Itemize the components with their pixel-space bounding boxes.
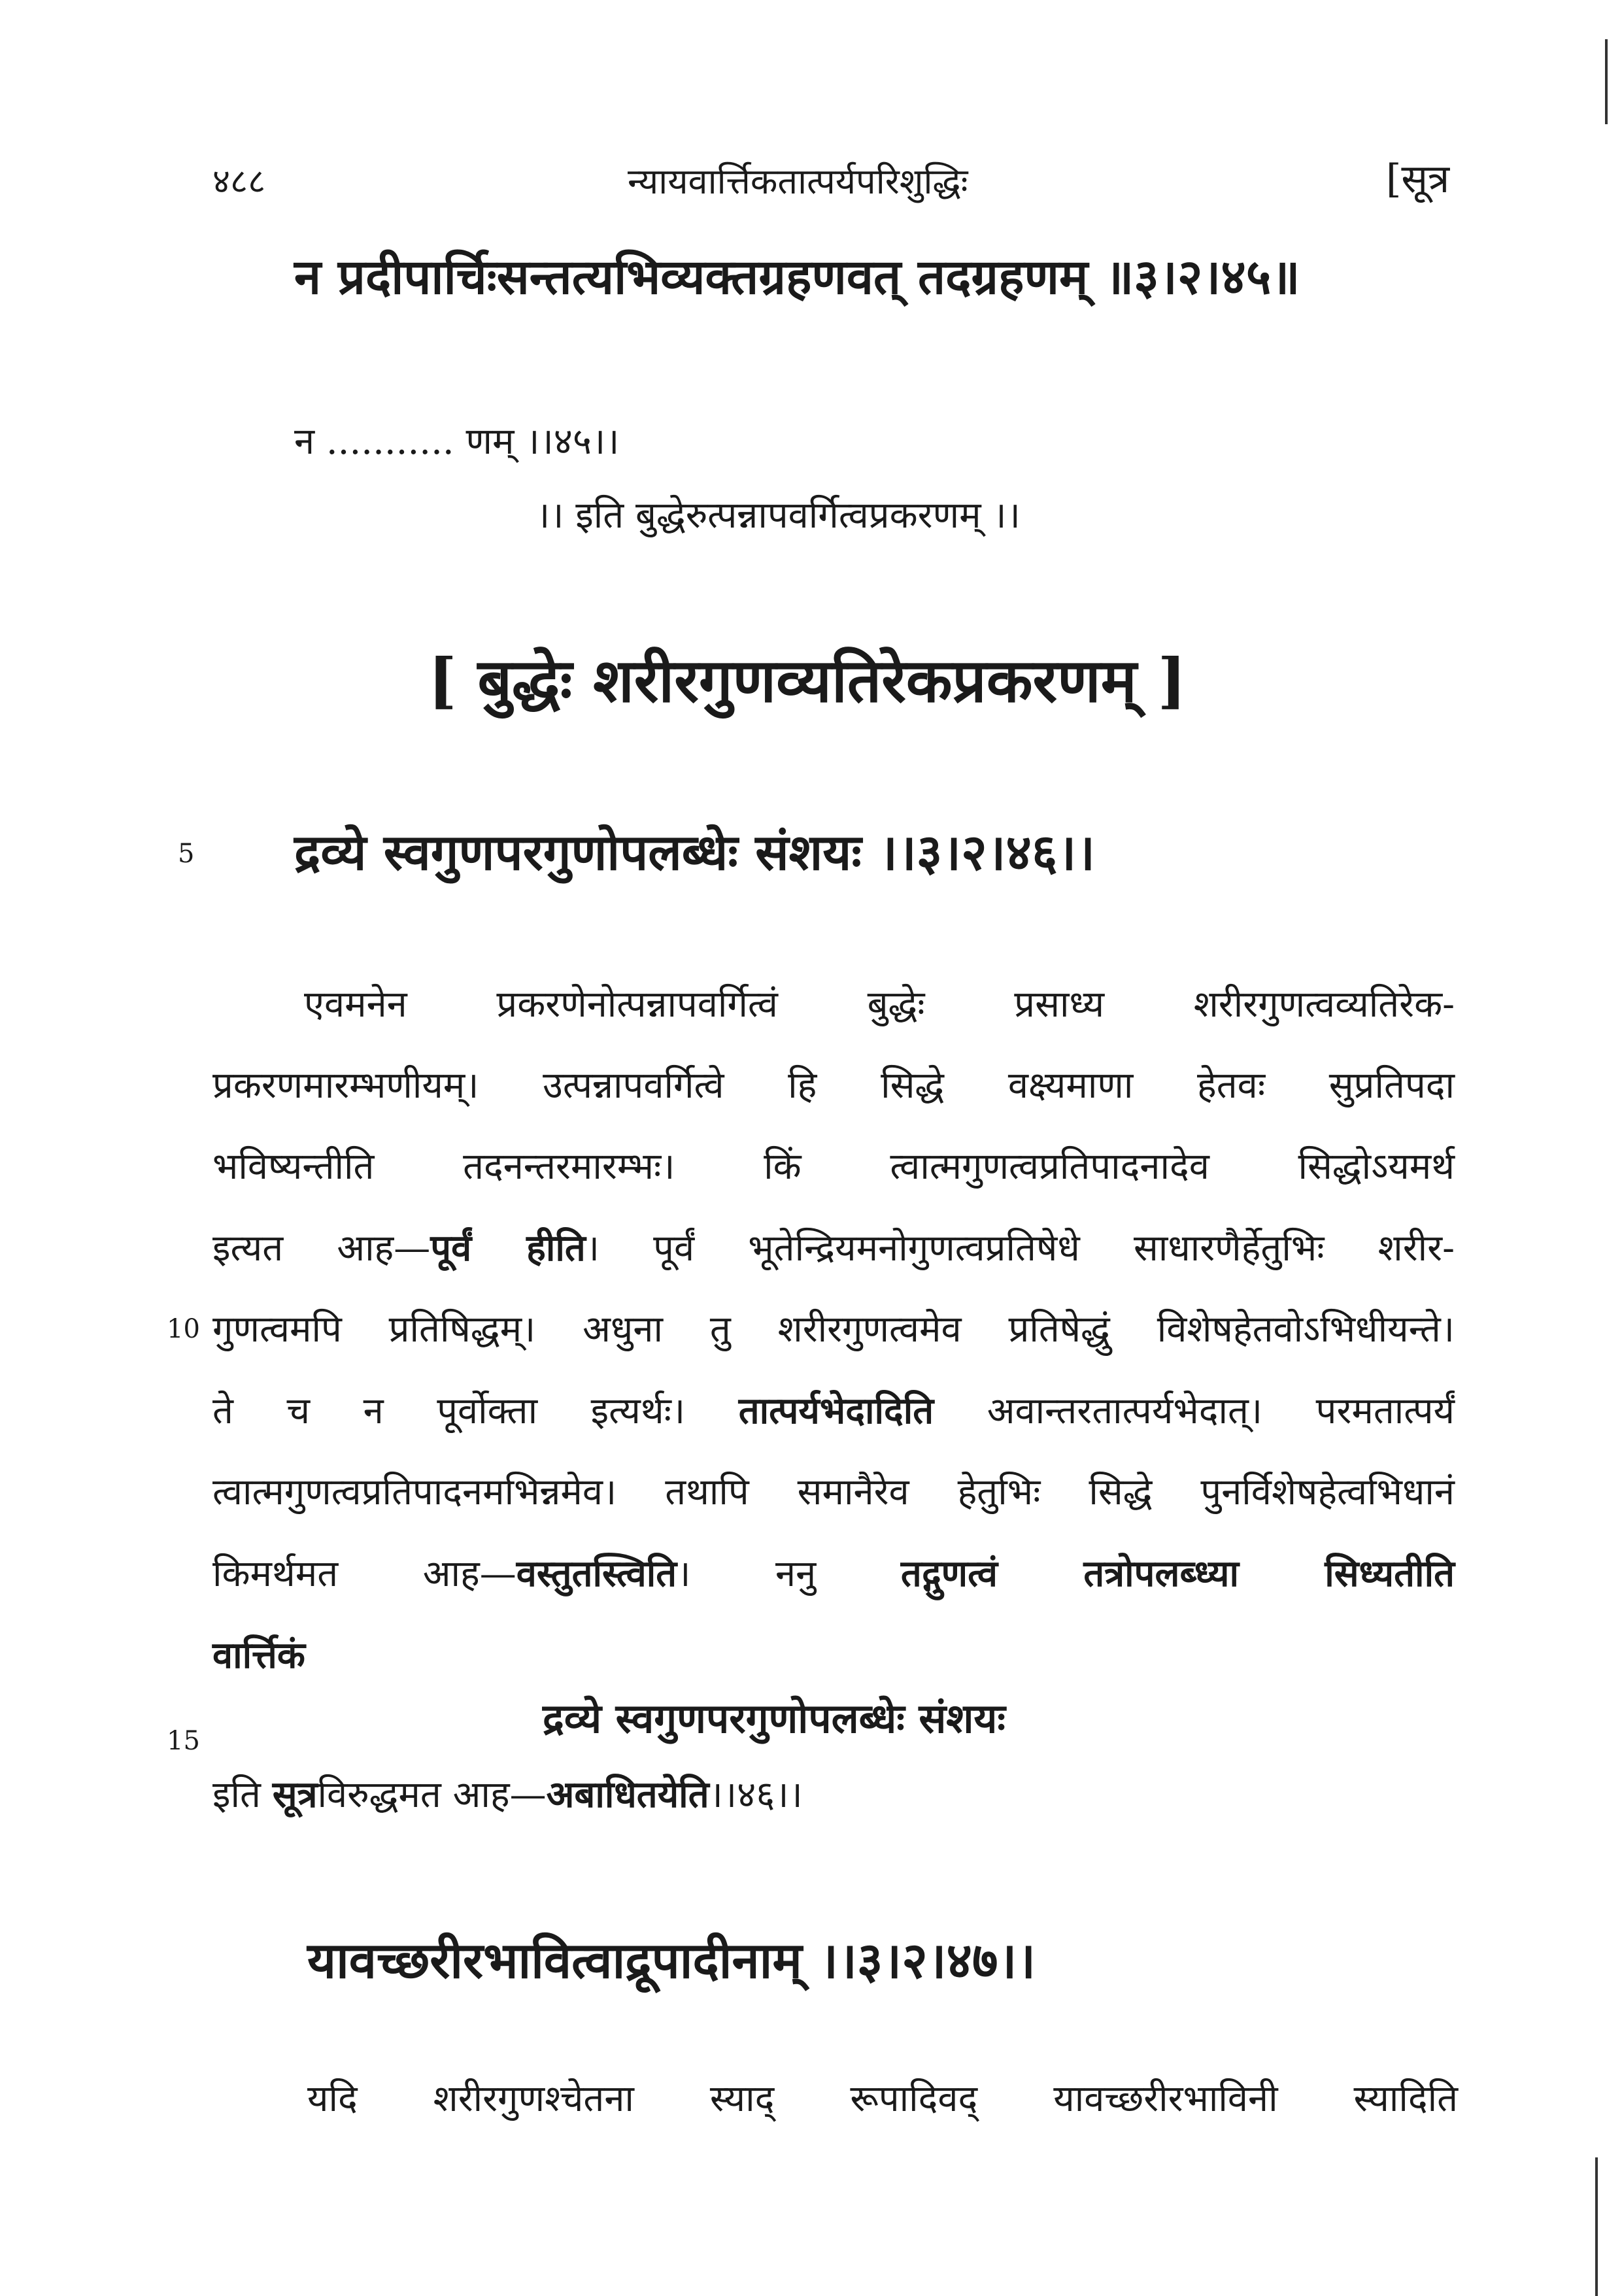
text-run: विरुद्धमत आह—	[317, 1774, 547, 1816]
page-number: ४८८	[212, 162, 266, 201]
line-number-10: 10	[167, 1314, 200, 1344]
text-run: इति	[212, 1774, 273, 1816]
scan-edge-mark	[1605, 39, 1608, 124]
paragraph-line	[212, 1533, 1455, 1615]
text-run: ते च न पूर्वोक्ता इत्यर्थः।	[212, 1390, 739, 1432]
iti-line	[212, 1768, 803, 1818]
bold-term: तद्गुणत्वं तत्रोपलब्ध्या सिध्यतीति	[900, 1552, 1455, 1595]
bold-term: अबाधितयेति	[546, 1773, 709, 1816]
text-run: अवान्तरतात्पर्यभेदात्। परमतात्पर्यं	[934, 1390, 1455, 1432]
paragraph-line	[212, 1615, 1455, 1697]
sutra-47: यावच्छरीरभावित्वाद्रूपादीनाम् ।।३।२।४७।।	[307, 1931, 1036, 1989]
text-run: किमर्थमत आह—	[212, 1553, 516, 1595]
bold-term: सूत्र	[272, 1773, 318, 1816]
last-line: यदि शरीरगुणश्चेतना स्याद् रूपादिवद् यावच्छरीरभाविनी स्यादिति	[307, 2078, 1458, 2120]
paragraph-line: त्वात्मगुणत्वप्रतिपादनमभिन्नमेव। तथापि समानैरेव हेतुभिः सिद्धे पुनर्विशेषहेत्वभिधानं	[212, 1471, 1455, 1513]
paragraph-line: भविष्यन्तीति तदनन्तरमारम्भः। किं त्वात्मगुणत्वप्रतिपादनादेव सिद्धोऽयमर्थ	[212, 1145, 1455, 1188]
paragraph-line	[212, 1370, 1455, 1452]
bold-term: पूर्वं हीति	[430, 1226, 586, 1270]
line-number-15: 15	[167, 1726, 200, 1756]
running-title: न्यायवार्त्तिकतात्पर्यपरिशुद्धिः	[628, 161, 968, 202]
scan-edge-mark	[1595, 2157, 1598, 2296]
prakarana-end: ।। इति बुद्धेरुत्पन्नापवर्गित्वप्रकरणम् ।।	[536, 494, 1021, 537]
line-number-5: 5	[178, 839, 195, 869]
text-run: । ननु	[677, 1553, 901, 1595]
bold-term: वार्त्तिकं	[212, 1634, 305, 1677]
paragraph-line	[212, 1207, 1455, 1289]
text-run: । पूर्वं भूतेन्द्रियमनोगुणत्वप्रतिषेधे साधारणैर्हेतुभिः शरीर-	[585, 1227, 1455, 1270]
commentary-45: न ........... णम् ।।४५।।	[294, 420, 620, 463]
paragraph-line: गुणत्वमपि प्रतिषिद्धम्। अधुना तु शरीरगुणत्वमेव प्रतिषेद्धुं विशेषहेतवोऽभिधीयन्ते।	[212, 1308, 1455, 1351]
paragraph-line: प्रकरणमारम्भणीयम्। उत्पन्नापवर्गित्वे हि सिद्धे वक्ष्यमाणा हेतवः सुप्रतिपदा	[212, 1064, 1455, 1107]
text-run: इत्यत आह—	[212, 1227, 431, 1270]
paragraph-line: एवमनेन प्रकरणेनोत्पन्नापवर्गित्वं बुद्धेः प्रसाध्य शरीरगुणत्वव्यतिरेक-	[304, 983, 1455, 1026]
bold-term: वस्तुतस्त्विति	[516, 1552, 677, 1595]
quoted-sutra: द्रव्ये स्वगुणपरगुणोपलब्धेः संशयः	[543, 1695, 1005, 1742]
text-run: ।।४६।।	[709, 1774, 803, 1816]
prakarana-title: [ बुद्धेः शरीरगुणव्यतिरेकप्रकरणम् ]	[428, 645, 1187, 716]
sutra-45: न प्रदीपार्चिःसन्तत्यभिव्यक्तग्रहणवत् तदग्रहणम् ॥३।२।४५॥	[294, 249, 1300, 305]
section-label: [सूत्र	[1386, 156, 1450, 202]
commentary-paragraph	[212, 964, 1455, 1697]
sutra-46: द्रव्ये स्वगुणपरगुणोपलब्धेः संशयः ।।३।२।४६।।	[294, 823, 1096, 881]
bold-term: तात्पर्यभेदादिति	[738, 1389, 934, 1432]
